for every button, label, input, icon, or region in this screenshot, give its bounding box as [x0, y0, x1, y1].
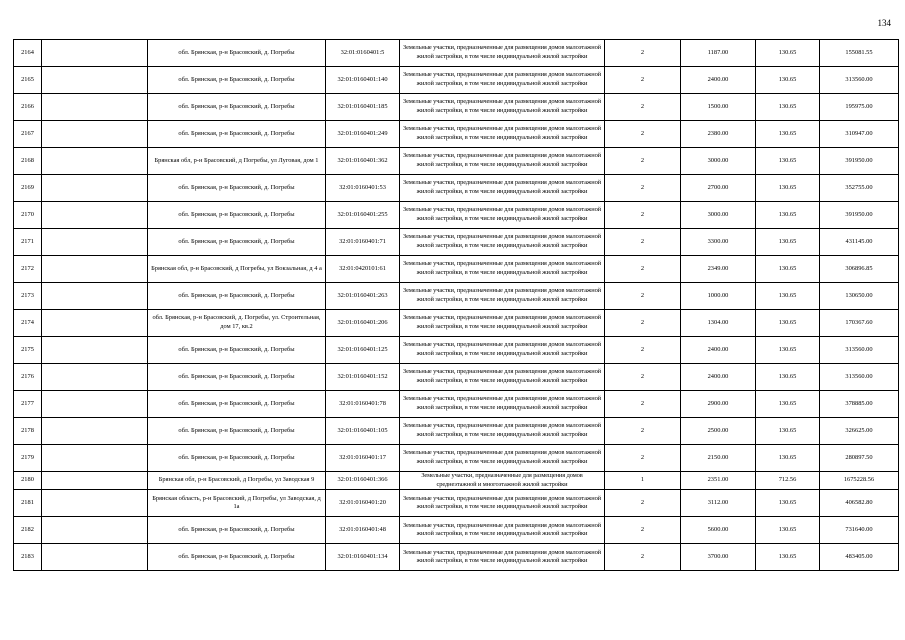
table-row — [14, 418, 899, 445]
table-row — [14, 364, 899, 391]
zone-cell: 2 — [605, 283, 681, 310]
blank-cell — [42, 40, 148, 67]
zone-cell: 2 — [605, 256, 681, 283]
zone-cell: 2 — [605, 517, 681, 544]
rate-cell: 130.65 — [756, 67, 820, 94]
zone-cell: 2 — [605, 121, 681, 148]
row-number-cell: 2182 — [14, 517, 42, 544]
area-cell: 3112.00 — [681, 490, 756, 517]
land-use-cell: Земельные участки, предназначенные для размещения домов малоэтажной жилой застройки, в том числе индивидуальной жилой застройки — [400, 229, 605, 256]
area-cell: 1304.00 — [681, 310, 756, 337]
area-cell: 2500.00 — [681, 418, 756, 445]
row-number-cell: 2165 — [14, 67, 42, 94]
cadastral-number-cell: 32:01:0160401:206 — [326, 310, 400, 337]
zone-cell: 2 — [605, 67, 681, 94]
rate-cell: 130.65 — [756, 490, 820, 517]
address-cell: обл. Брянская, р-н Брасовский, д. Погребы — [148, 337, 326, 364]
blank-cell — [42, 121, 148, 148]
area-cell: 2400.00 — [681, 364, 756, 391]
land-use-cell: Земельные участки, предназначенные для размещения домов малоэтажной жилой застройки, в том числе индивидуальной жилой застройки — [400, 310, 605, 337]
address-cell: обл. Брянская, р-н Брасовский, д. Погребы — [148, 40, 326, 67]
cadastral-value-cell: 731640.00 — [820, 517, 899, 544]
blank-cell — [42, 364, 148, 391]
rate-cell: 130.65 — [756, 283, 820, 310]
zone-cell: 2 — [605, 490, 681, 517]
rate-cell: 130.65 — [756, 310, 820, 337]
page-number: 134 — [877, 18, 891, 28]
blank-cell — [42, 337, 148, 364]
cadastral-number-cell: 32:01:0160401:78 — [326, 391, 400, 418]
rate-cell: 130.65 — [756, 517, 820, 544]
zone-cell: 2 — [605, 337, 681, 364]
table-row — [14, 121, 899, 148]
row-number-cell: 2177 — [14, 391, 42, 418]
cadastral-value-cell: 431145.00 — [820, 229, 899, 256]
cadastral-number-cell: 32:01:0420101:61 — [326, 256, 400, 283]
cadastral-number-cell: 32:01:0160401:249 — [326, 121, 400, 148]
blank-cell — [42, 517, 148, 544]
land-use-cell: Земельные участки, предназначенные для размещения домов малоэтажной жилой застройки, в том числе индивидуальной жилой застройки — [400, 418, 605, 445]
land-use-cell: Земельные участки, предназначенные для размещения домов малоэтажной жилой застройки, в том числе индивидуальной жилой застройки — [400, 337, 605, 364]
cadastral-number-cell: 32:01:0160401:134 — [326, 544, 400, 571]
address-cell: обл. Брянская, р-н Брасовский, д. Погребы — [148, 175, 326, 202]
cadastral-value-cell: 352755.00 — [820, 175, 899, 202]
cadastral-value-cell: 391950.00 — [820, 148, 899, 175]
blank-cell — [42, 310, 148, 337]
row-number-cell: 2183 — [14, 544, 42, 571]
zone-cell: 2 — [605, 148, 681, 175]
cadastral-number-cell: 32:01:0160401:17 — [326, 445, 400, 472]
area-cell: 2150.00 — [681, 445, 756, 472]
land-use-cell: Земельные участки, предназначенные для размещения домов малоэтажной жилой застройки, в том числе индивидуальной жилой застройки — [400, 364, 605, 391]
address-cell: Брянская обл, р-н Брасовский, д Погребы, ул Луговая, дом 1 — [148, 148, 326, 175]
blank-cell — [42, 229, 148, 256]
row-number-cell: 2173 — [14, 283, 42, 310]
table-row — [14, 283, 899, 310]
rate-cell: 130.65 — [756, 391, 820, 418]
land-use-cell: Земельные участки, предназначенные для размещения домов малоэтажной жилой застройки, в том числе индивидуальной жилой застройки — [400, 148, 605, 175]
area-cell: 1187.00 — [681, 40, 756, 67]
zone-cell: 2 — [605, 94, 681, 121]
zone-cell: 2 — [605, 40, 681, 67]
area-cell: 3000.00 — [681, 202, 756, 229]
rate-cell: 130.65 — [756, 229, 820, 256]
row-number-cell: 2178 — [14, 418, 42, 445]
address-cell: обл. Брянская, р-н Брасовский, д. Погребы — [148, 94, 326, 121]
blank-cell — [42, 445, 148, 472]
land-use-cell: Земельные участки, предназначенные для размещения домов малоэтажной жилой застройки, в том числе индивидуальной жилой застройки — [400, 67, 605, 94]
address-cell: обл. Брянская, р-н Брасовский, д. Погребы — [148, 544, 326, 571]
table-row — [14, 94, 899, 121]
cadastral-value-cell: 170367.60 — [820, 310, 899, 337]
blank-cell — [42, 472, 148, 490]
cadastral-value-cell: 195975.00 — [820, 94, 899, 121]
address-cell: обл. Брянская, р-н Брасовский, д. Погребы — [148, 202, 326, 229]
rate-cell: 130.65 — [756, 202, 820, 229]
land-use-cell: Земельные участки, предназначенные для размещения домов малоэтажной жилой застройки, в том числе индивидуальной жилой застройки — [400, 256, 605, 283]
row-number-cell: 2176 — [14, 364, 42, 391]
rate-cell: 130.65 — [756, 94, 820, 121]
rate-cell: 130.65 — [756, 364, 820, 391]
address-cell: обл. Брянская, р-н Брасовский, д. Погребы — [148, 121, 326, 148]
area-cell: 2400.00 — [681, 337, 756, 364]
table-row — [14, 391, 899, 418]
address-cell: обл. Брянская, р-н Брасовский, д. Погребы — [148, 229, 326, 256]
area-cell: 2400.00 — [681, 67, 756, 94]
land-use-cell: Земельные участки, предназначенные для размещения домов малоэтажной жилой застройки, в том числе индивидуальной жилой застройки — [400, 544, 605, 571]
address-cell: Брянская область, р-н Брасовский, д Погребы, ул Заводская, д 1а — [148, 490, 326, 517]
table-row — [14, 445, 899, 472]
land-use-cell: Земельные участки, предназначенные для размещения домов малоэтажной жилой застройки, в том числе индивидуальной жилой застройки — [400, 202, 605, 229]
address-cell: обл. Брянская, р-н Брасовский, д. Погребы — [148, 391, 326, 418]
rate-cell: 130.65 — [756, 544, 820, 571]
table-row — [14, 229, 899, 256]
cadastral-number-cell: 32:01:0160401:105 — [326, 418, 400, 445]
zone-cell: 2 — [605, 418, 681, 445]
cadastral-value-cell: 313560.00 — [820, 364, 899, 391]
cadastral-value-cell: 313560.00 — [820, 337, 899, 364]
row-number-cell: 2175 — [14, 337, 42, 364]
cadastral-number-cell: 32:01:0160401:255 — [326, 202, 400, 229]
address-cell: обл. Брянская, р-н Брасовский, д. Погребы — [148, 445, 326, 472]
row-number-cell: 2174 — [14, 310, 42, 337]
cadastral-value-cell: 326625.00 — [820, 418, 899, 445]
row-number-cell: 2171 — [14, 229, 42, 256]
cadastral-value-table — [13, 39, 899, 571]
cadastral-number-cell: 32:01:0160401:263 — [326, 283, 400, 310]
address-cell: обл. Брянская, р-н Брасовский, д. Погребы — [148, 517, 326, 544]
cadastral-number-cell: 32:01:0160401:140 — [326, 67, 400, 94]
land-use-cell: Земельные участки, предназначенные для размещения домов малоэтажной жилой застройки, в том числе индивидуальной жилой застройки — [400, 40, 605, 67]
table-row — [14, 310, 899, 337]
land-use-cell: Земельные участки, предназначенные для размещения домов малоэтажной жилой застройки, в том числе индивидуальной жилой застройки — [400, 94, 605, 121]
blank-cell — [42, 391, 148, 418]
zone-cell: 2 — [605, 544, 681, 571]
row-number-cell: 2172 — [14, 256, 42, 283]
rate-cell: 130.65 — [756, 445, 820, 472]
table-row — [14, 40, 899, 67]
row-number-cell: 2180 — [14, 472, 42, 490]
area-cell: 2349.00 — [681, 256, 756, 283]
cadastral-number-cell: 32:01:0160401:185 — [326, 94, 400, 121]
zone-cell: 2 — [605, 310, 681, 337]
zone-cell: 1 — [605, 472, 681, 490]
address-cell: обл. Брянская, р-н Брасовский, д. Погребы, ул. Строительная, дом 17, кв.2 — [148, 310, 326, 337]
cadastral-number-cell: 32:01:0160401:5 — [326, 40, 400, 67]
rate-cell: 712.56 — [756, 472, 820, 490]
rate-cell: 130.65 — [756, 40, 820, 67]
table-row — [14, 202, 899, 229]
row-number-cell: 2179 — [14, 445, 42, 472]
table-row — [14, 490, 899, 517]
cadastral-value-cell: 391950.00 — [820, 202, 899, 229]
table-row — [14, 175, 899, 202]
area-cell: 3000.00 — [681, 148, 756, 175]
blank-cell — [42, 544, 148, 571]
area-cell: 2351.00 — [681, 472, 756, 490]
cadastral-number-cell: 32:01:0160401:53 — [326, 175, 400, 202]
table-row — [14, 472, 899, 490]
area-cell: 2700.00 — [681, 175, 756, 202]
cadastral-value-cell: 130650.00 — [820, 283, 899, 310]
land-use-cell: Земельные участки, предназначенные для размещения домов малоэтажной жилой застройки, в том числе индивидуальной жилой застройки — [400, 517, 605, 544]
land-use-cell: Земельные участки, предназначенные для размещения домов малоэтажной жилой застройки, в том числе индивидуальной жилой застройки — [400, 283, 605, 310]
row-number-cell: 2169 — [14, 175, 42, 202]
blank-cell — [42, 67, 148, 94]
rate-cell: 130.65 — [756, 256, 820, 283]
rate-cell: 130.65 — [756, 121, 820, 148]
row-number-cell: 2167 — [14, 121, 42, 148]
row-number-cell: 2181 — [14, 490, 42, 517]
table-row — [14, 256, 899, 283]
address-cell: Брянская обл, р-н Брасовский, д Погребы, ул Заводская 9 — [148, 472, 326, 490]
blank-cell — [42, 94, 148, 121]
cadastral-value-cell: 280897.50 — [820, 445, 899, 472]
cadastral-number-cell: 32:01:0160401:152 — [326, 364, 400, 391]
zone-cell: 2 — [605, 391, 681, 418]
address-cell: обл. Брянская, р-н Брасовский, д. Погребы — [148, 67, 326, 94]
blank-cell — [42, 418, 148, 445]
rate-cell: 130.65 — [756, 148, 820, 175]
area-cell: 1500.00 — [681, 94, 756, 121]
cadastral-value-cell: 406582.80 — [820, 490, 899, 517]
zone-cell: 2 — [605, 445, 681, 472]
cadastral-value-cell: 313560.00 — [820, 67, 899, 94]
blank-cell — [42, 202, 148, 229]
table-row — [14, 337, 899, 364]
table-row — [14, 67, 899, 94]
blank-cell — [42, 256, 148, 283]
cadastral-number-cell: 32:01:0160401:71 — [326, 229, 400, 256]
address-cell: обл. Брянская, р-н Брасовский, д. Погребы — [148, 364, 326, 391]
rate-cell: 130.65 — [756, 418, 820, 445]
zone-cell: 2 — [605, 229, 681, 256]
cadastral-value-cell: 310947.00 — [820, 121, 899, 148]
row-number-cell: 2166 — [14, 94, 42, 121]
area-cell: 2900.00 — [681, 391, 756, 418]
table-row — [14, 148, 899, 175]
table-row — [14, 544, 899, 571]
land-use-cell: Земельные участки, предназначенные для размещения домов малоэтажной жилой застройки, в том числе индивидуальной жилой застройки — [400, 391, 605, 418]
land-use-cell: Земельные участки, предназначенные для размещения домов малоэтажной жилой застройки, в том числе индивидуальной жилой застройки — [400, 121, 605, 148]
table-row — [14, 517, 899, 544]
cadastral-value-cell: 1675228.56 — [820, 472, 899, 490]
area-cell: 5600.00 — [681, 517, 756, 544]
cadastral-value-cell: 483405.00 — [820, 544, 899, 571]
cadastral-value-cell: 155081.55 — [820, 40, 899, 67]
address-cell: обл. Брянская, р-н Брасовский, д. Погребы — [148, 283, 326, 310]
land-use-cell: Земельные участки, предназначенные для размещения домов малоэтажной жилой застройки, в том числе индивидуальной жилой застройки — [400, 490, 605, 517]
area-cell: 3300.00 — [681, 229, 756, 256]
cadastral-value-cell: 378885.00 — [820, 391, 899, 418]
area-cell: 3700.00 — [681, 544, 756, 571]
land-use-cell: Земельные участки, предназначенные для размещения домов малоэтажной жилой застройки, в том числе индивидуальной жилой застройки — [400, 445, 605, 472]
blank-cell — [42, 175, 148, 202]
row-number-cell: 2170 — [14, 202, 42, 229]
address-cell: обл. Брянская, р-н Брасовский, д. Погребы — [148, 418, 326, 445]
rate-cell: 130.65 — [756, 337, 820, 364]
cadastral-number-cell: 32:01:0160401:20 — [326, 490, 400, 517]
cadastral-value-cell: 306896.85 — [820, 256, 899, 283]
area-cell: 1000.00 — [681, 283, 756, 310]
zone-cell: 2 — [605, 175, 681, 202]
rate-cell: 130.65 — [756, 175, 820, 202]
address-cell: Брянская обл, р-н Брасовский, д Погребы, ул Вокзальная, д 4 а — [148, 256, 326, 283]
cadastral-number-cell: 32:01:0160401:362 — [326, 148, 400, 175]
blank-cell — [42, 490, 148, 517]
land-use-cell: Земельные участки, предназначенные для размещения домов малоэтажной жилой застройки, в том числе индивидуальной жилой застройки — [400, 175, 605, 202]
cadastral-number-cell: 32:01:0160401:48 — [326, 517, 400, 544]
cadastral-number-cell: 32:01:0160401:125 — [326, 337, 400, 364]
blank-cell — [42, 283, 148, 310]
blank-cell — [42, 148, 148, 175]
row-number-cell: 2164 — [14, 40, 42, 67]
zone-cell: 2 — [605, 202, 681, 229]
cadastral-number-cell: 32:01:0160401:366 — [326, 472, 400, 490]
row-number-cell: 2168 — [14, 148, 42, 175]
land-use-cell: Земельные участки, предназначенные для размещения домов среднеэтажной и многоэтажной жилой застройки — [400, 472, 605, 490]
area-cell: 2380.00 — [681, 121, 756, 148]
zone-cell: 2 — [605, 364, 681, 391]
